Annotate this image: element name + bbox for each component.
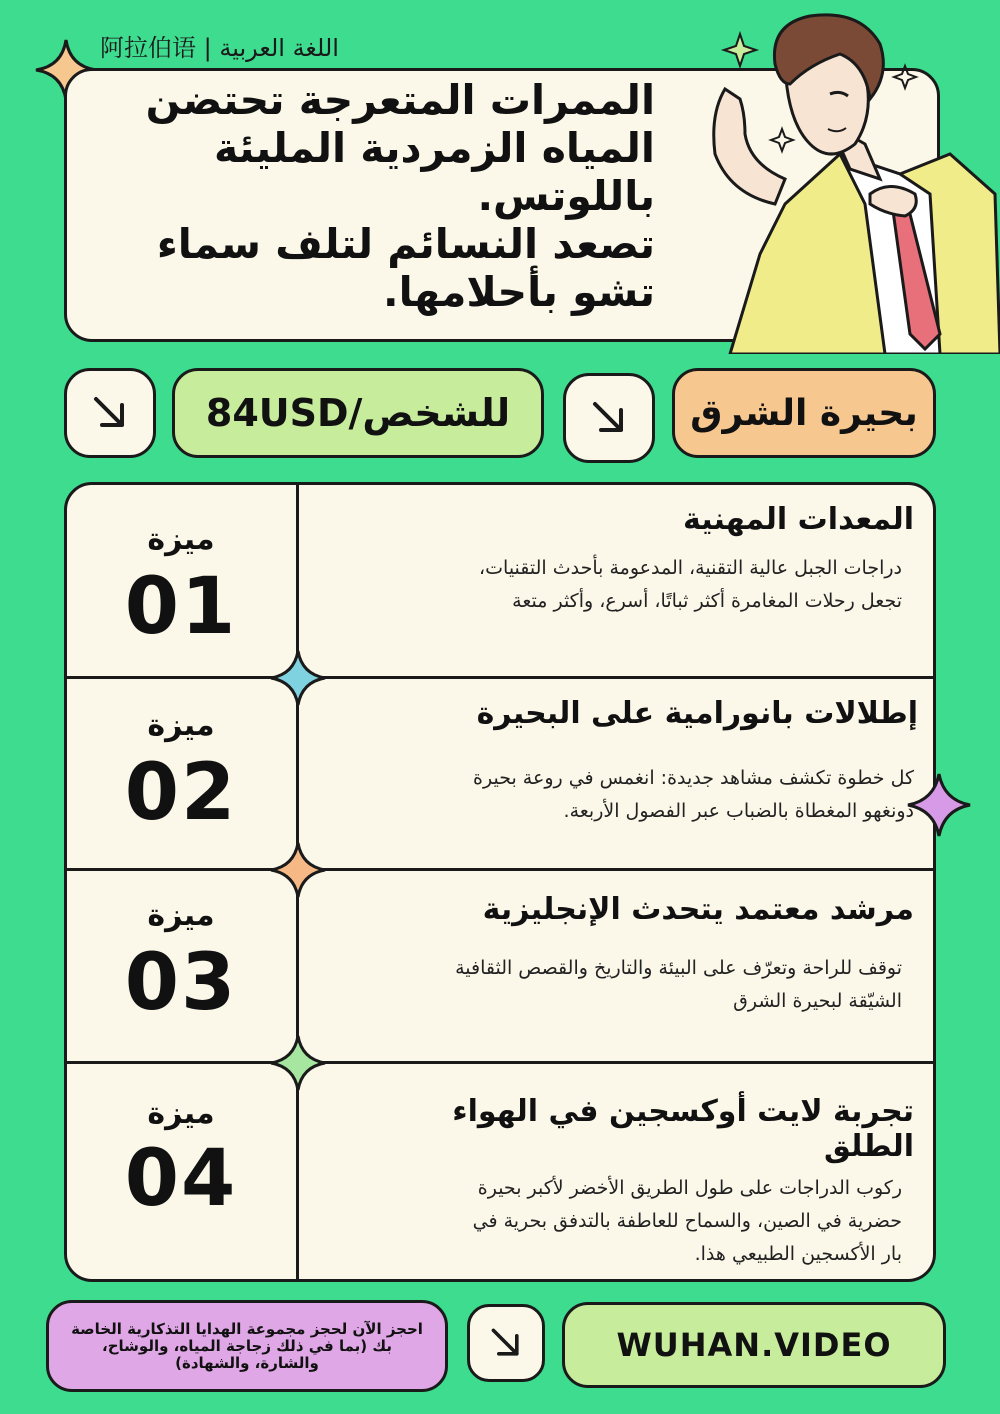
feature-title: تجربة لايت أوكسجين في الهواء الطلق xyxy=(452,1094,914,1164)
sparkle-icon-purple xyxy=(904,770,974,840)
feature-number: 01 xyxy=(124,562,238,652)
booking-pill: احجز الآن لحجز مجموعة الهدايا التذكارية الخاصة بك (بما في ذلك زجاجة المياه، والوشاح، والشارة، والشهادة) xyxy=(46,1300,448,1392)
features-divider xyxy=(66,868,934,871)
hero-line: تشو بأحلامها. xyxy=(383,268,655,316)
sparkle-icon-blue xyxy=(268,648,328,708)
features-divider xyxy=(66,1061,934,1064)
feature-desc-line: حضرية في الصين، والسماح للعاطفة بالتدفق بحرية في xyxy=(472,1210,902,1232)
sparkle-icon-green xyxy=(268,1033,328,1093)
website-pill[interactable]: WUHAN.VIDEO xyxy=(562,1302,946,1388)
feature-description xyxy=(342,552,902,618)
sparkle-icon-orange xyxy=(268,840,328,900)
feature-number: 02 xyxy=(124,748,238,838)
language-tag: 阿拉伯语 | اللغة العربية xyxy=(100,34,339,62)
feature-label: ميزة xyxy=(147,1096,215,1131)
feature-description xyxy=(342,952,902,1018)
feature-description xyxy=(354,762,914,828)
feature-desc-line: دراجات الجبل عالية التقنية، المدعومة بأحدث التقنيات، xyxy=(479,557,902,579)
arrow-down-right-icon xyxy=(589,398,629,438)
feature-number: 04 xyxy=(124,1134,238,1224)
price-pill: 84USD/للشخص xyxy=(172,368,544,458)
arrow-down-right-icon xyxy=(90,393,130,433)
feature-description xyxy=(342,1172,902,1271)
feature-desc-line: توقف للراحة وتعرّف على البيئة والتاريخ والقصص الثقافية xyxy=(455,957,902,979)
feature-desc-line: كل خطوة تكشف مشاهد جديدة: انغمس في روعة بحيرة xyxy=(473,767,914,789)
man-illustration xyxy=(690,4,1000,354)
arrow-button-3[interactable] xyxy=(467,1304,545,1382)
feature-label: ميزة xyxy=(147,522,215,557)
hero-line: باللوتس. xyxy=(477,172,655,220)
features-divider xyxy=(66,676,934,679)
hero-line: المياه الزمردية المليئة xyxy=(214,124,655,172)
arrow-button-1[interactable] xyxy=(64,368,156,458)
arrow-down-right-icon xyxy=(488,1325,524,1361)
feature-title: مرشد معتمد يتحدث الإنجليزية xyxy=(482,892,914,927)
feature-desc-line: ركوب الدراجات على طول الطريق الأخضر لأكبر بحيرة xyxy=(477,1177,902,1199)
feature-title: إطلالات بانورامية على البحيرة xyxy=(476,696,918,731)
feature-label: ميزة xyxy=(147,898,215,933)
feature-desc-line: تجعل رحلات المغامرة أكثر ثباتًا، أسرع، وأكثر متعة xyxy=(512,590,902,612)
feature-desc-line: بار الأكسجين الطبيعي هذا. xyxy=(694,1243,902,1265)
feature-label: ميزة xyxy=(147,708,215,743)
feature-desc-line: دونغهو المغطاة بالضباب عبر الفصول الأربعة. xyxy=(563,800,914,822)
feature-title: المعدات المهنية xyxy=(683,502,914,537)
hero-line: تصعد النسائم لتلف سماء xyxy=(156,220,655,268)
lake-pill: بحيرة الشرق xyxy=(672,368,936,458)
hero-line: الممرات المتعرجة تحتضن xyxy=(145,76,655,124)
arrow-button-2[interactable] xyxy=(563,373,655,463)
feature-number: 03 xyxy=(124,938,238,1028)
hero-headline xyxy=(135,76,655,316)
feature-desc-line: الشيّقة لبحيرة الشرق xyxy=(733,990,902,1012)
